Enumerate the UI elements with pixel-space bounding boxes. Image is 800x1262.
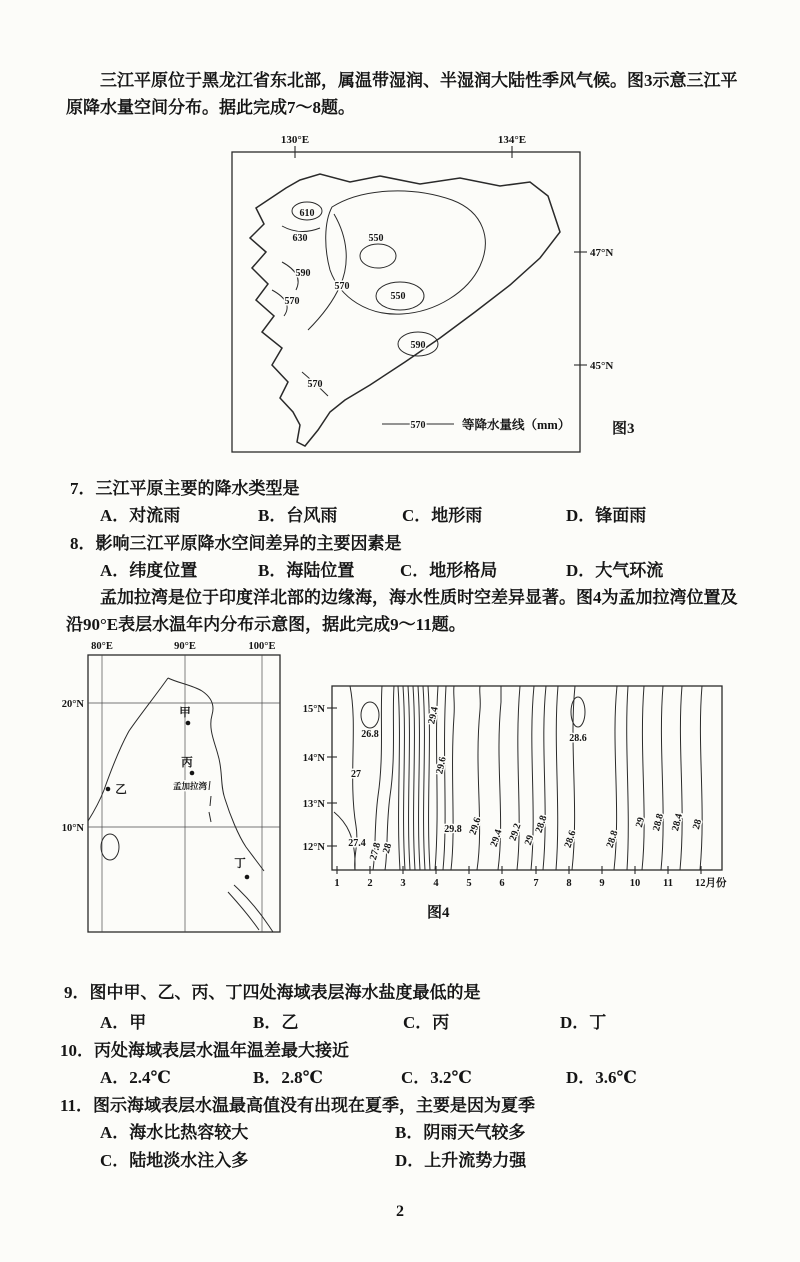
isoline-value: 550 (368, 233, 384, 244)
legend-text: 等降水量线（mm） (462, 418, 571, 432)
isotherm-value: 29.6 (434, 755, 449, 776)
isotherm-value: 29.6 (467, 816, 484, 837)
coastline-india (88, 678, 168, 821)
island-sumatra (234, 885, 273, 932)
point-jia-dot (186, 721, 191, 726)
figure3-precipitation-map (210, 132, 650, 467)
chart-x-label: 9 (599, 878, 605, 889)
point-bing-label: 丙 (181, 757, 193, 769)
q10-option-d: D．3.6℃ (566, 1068, 637, 1087)
isotherm-value: 28.8 (604, 829, 621, 850)
point-ding-label: 丁 (234, 858, 246, 870)
island-sri-lanka (101, 834, 119, 860)
q10-stem: 10．丙处海域表层水温年温差最大接近 (60, 1041, 349, 1060)
isoline-value: 590 (410, 340, 426, 351)
isotherm-value: 28 (691, 818, 705, 831)
fig4map-lon-label: 80°E (91, 641, 113, 652)
isotherm-value: 29.4 (426, 705, 441, 726)
q10-option-a: A．2.4℃ (100, 1068, 171, 1087)
isotherm (398, 686, 400, 870)
isotherm-value: 28.6 (569, 733, 587, 744)
isoline-value: 590 (295, 268, 311, 279)
isotherm-value: 28.8 (651, 812, 667, 833)
isotherm-value: 28.8 (533, 814, 550, 835)
isotherm (477, 686, 480, 870)
q10-option-c: C．3.2℃ (401, 1068, 472, 1087)
fig4map-lat-label: 20°N (61, 699, 84, 710)
isoline-value: 610 (299, 208, 315, 219)
q7-option-a: A．对流雨 (100, 506, 181, 525)
q10-option-b: B．2.8℃ (253, 1068, 323, 1087)
isotherm (423, 686, 425, 870)
q8-option-c: C．地形格局 (400, 561, 498, 580)
chart-y-label: 12°N (302, 842, 325, 853)
q11-option-a: A．海水比热容较大 (100, 1123, 249, 1142)
isoline-value: 630 (292, 233, 308, 244)
figure3-caption: 图3 (612, 421, 635, 437)
isotherm (642, 686, 644, 870)
chart-x-label: 4 (433, 878, 439, 889)
isotherm (443, 686, 446, 870)
q9-option-c: C．丙 (403, 1013, 450, 1032)
chart-x-label: 11 (663, 878, 673, 889)
isotherm-value: 28.6 (562, 829, 579, 850)
q9-option-b: B．乙 (253, 1013, 299, 1032)
point-ding-dot (245, 875, 250, 880)
page-number: 2 (396, 1203, 404, 1220)
isoline-550-cell (360, 244, 396, 268)
fig3-map-drawing (250, 174, 570, 446)
passage1-line1: 三江平原位于黑龙江省东北部，属温带湿润、半湿润大陆性季风气候。图3示意三江平 (100, 71, 738, 90)
isoline-value: 550 (390, 291, 406, 302)
isotherm (661, 686, 663, 870)
chart-x-label: 2 (367, 878, 373, 889)
q11-option-d: D．上升流势力强 (395, 1151, 527, 1170)
isotherm-value: 29.2 (507, 822, 524, 843)
chart-y-label: 14°N (302, 753, 325, 764)
q7-option-b: B．台风雨 (258, 506, 338, 525)
isotherm-value: 29.4 (488, 828, 505, 849)
q11-stem: 11．图示海域表层水温最高值没有出现在夏季，主要是因为夏季 (60, 1096, 536, 1115)
isotherm (556, 686, 558, 870)
isotherm-value: 29 (634, 816, 648, 829)
q9-option-d: D．丁 (560, 1013, 607, 1032)
isotherm (385, 686, 394, 870)
q7-option-c: C．地形雨 (402, 506, 483, 525)
islands-andaman (209, 781, 211, 822)
isotherm (627, 686, 629, 870)
chart-x-label: 1 (334, 878, 340, 889)
isotherm-value: 27.8 (368, 841, 384, 862)
chart-x-label-unit: 12月份 (695, 878, 727, 889)
fig4map-lon-label: 90°E (174, 641, 196, 652)
island-sumatra (228, 892, 259, 930)
q7-option-d: D．锋面雨 (566, 506, 647, 525)
chart-x-label: 5 (466, 878, 472, 889)
isotherm-lines (334, 686, 704, 870)
isotherm (700, 686, 702, 870)
isotherm-cell (361, 702, 379, 728)
q8-stem: 8．影响三江平原降水空间差异的主要因素是 (70, 534, 402, 553)
chart-x-label: 7 (533, 878, 539, 889)
isotherm (408, 686, 410, 870)
isotherm (413, 686, 415, 870)
chart-x-label: 6 (499, 878, 505, 889)
passage2-line1: 孟加拉湾是位于印度洋北部的边缘海，海水性质时空差异显著。图4为孟加拉湾位置及 (100, 588, 738, 607)
chart-x-label: 8 (566, 878, 572, 889)
point-yi-label: 乙 (115, 784, 127, 796)
point-bing-dot (190, 771, 195, 776)
isoline-value: 570 (284, 296, 300, 307)
passage1-line2: 原降水量空间分布。据此完成7～8题。 (66, 98, 355, 117)
isotherm-value: 29.8 (444, 824, 462, 835)
q9-stem: 9．图中甲、乙、丙、丁四处海域表层海水盐度最低的是 (64, 983, 481, 1002)
q11-option-c: C．陆地淡水注入多 (100, 1151, 249, 1170)
isoline-630 (282, 226, 320, 232)
q8-option-a: A．纬度位置 (100, 561, 198, 580)
chart-x-label: 10 (629, 878, 641, 889)
figure4-caption: 图4 (427, 905, 450, 921)
legend-line-value: 570 (410, 420, 426, 431)
isotherm-value: 28.4 (670, 812, 686, 833)
isoline-570 (308, 214, 346, 330)
isoline-550-outer (326, 191, 486, 314)
q9-option-a: A．甲 (100, 1013, 147, 1032)
fig3-lat-label: 45°N (590, 360, 614, 372)
figure4-sst-chart (296, 680, 726, 895)
q8-option-d: D．大气环流 (566, 561, 664, 580)
isotherm (403, 686, 405, 870)
figure4-location-map (40, 633, 290, 933)
fig4map-lon-label: 100°E (248, 641, 276, 652)
point-jia-label: 甲 (179, 707, 191, 719)
q11-option-b: B．阴雨天气较多 (395, 1123, 526, 1142)
isotherm (418, 686, 420, 870)
isotherm-value: 29 (522, 833, 537, 847)
fig3-lat-label: 47°N (590, 247, 614, 259)
isotherm (680, 686, 682, 870)
fig4map-lat-label: 10°N (61, 823, 84, 834)
isoline-value: 570 (334, 281, 350, 292)
chart-y-label: 13°N (302, 799, 325, 810)
isotherm-value: 28 (380, 842, 395, 855)
isotherm (451, 686, 454, 870)
chart-y-label: 15°N (302, 704, 325, 715)
chart-x-label: 3 (400, 878, 406, 889)
q8-option-b: B．海陆位置 (258, 561, 355, 580)
sea-name-label: 孟加拉湾 (172, 781, 208, 791)
fig3-lon-label: 134°E (497, 134, 527, 146)
isoline-value: 570 (307, 379, 323, 390)
fig3-lon-label: 130°E (280, 134, 310, 146)
point-yi-dot (106, 787, 111, 792)
q7-stem: 7．三江平原主要的降水类型是 (70, 479, 300, 498)
isotherm-value: 27.4 (348, 838, 366, 849)
isotherm (543, 686, 546, 870)
isotherm-value: 27 (351, 769, 361, 780)
isotherm-value: 26.8 (361, 729, 379, 740)
passage2-line2: 沿90°E表层水温年内分布示意图，据此完成9～11题。 (66, 615, 466, 634)
